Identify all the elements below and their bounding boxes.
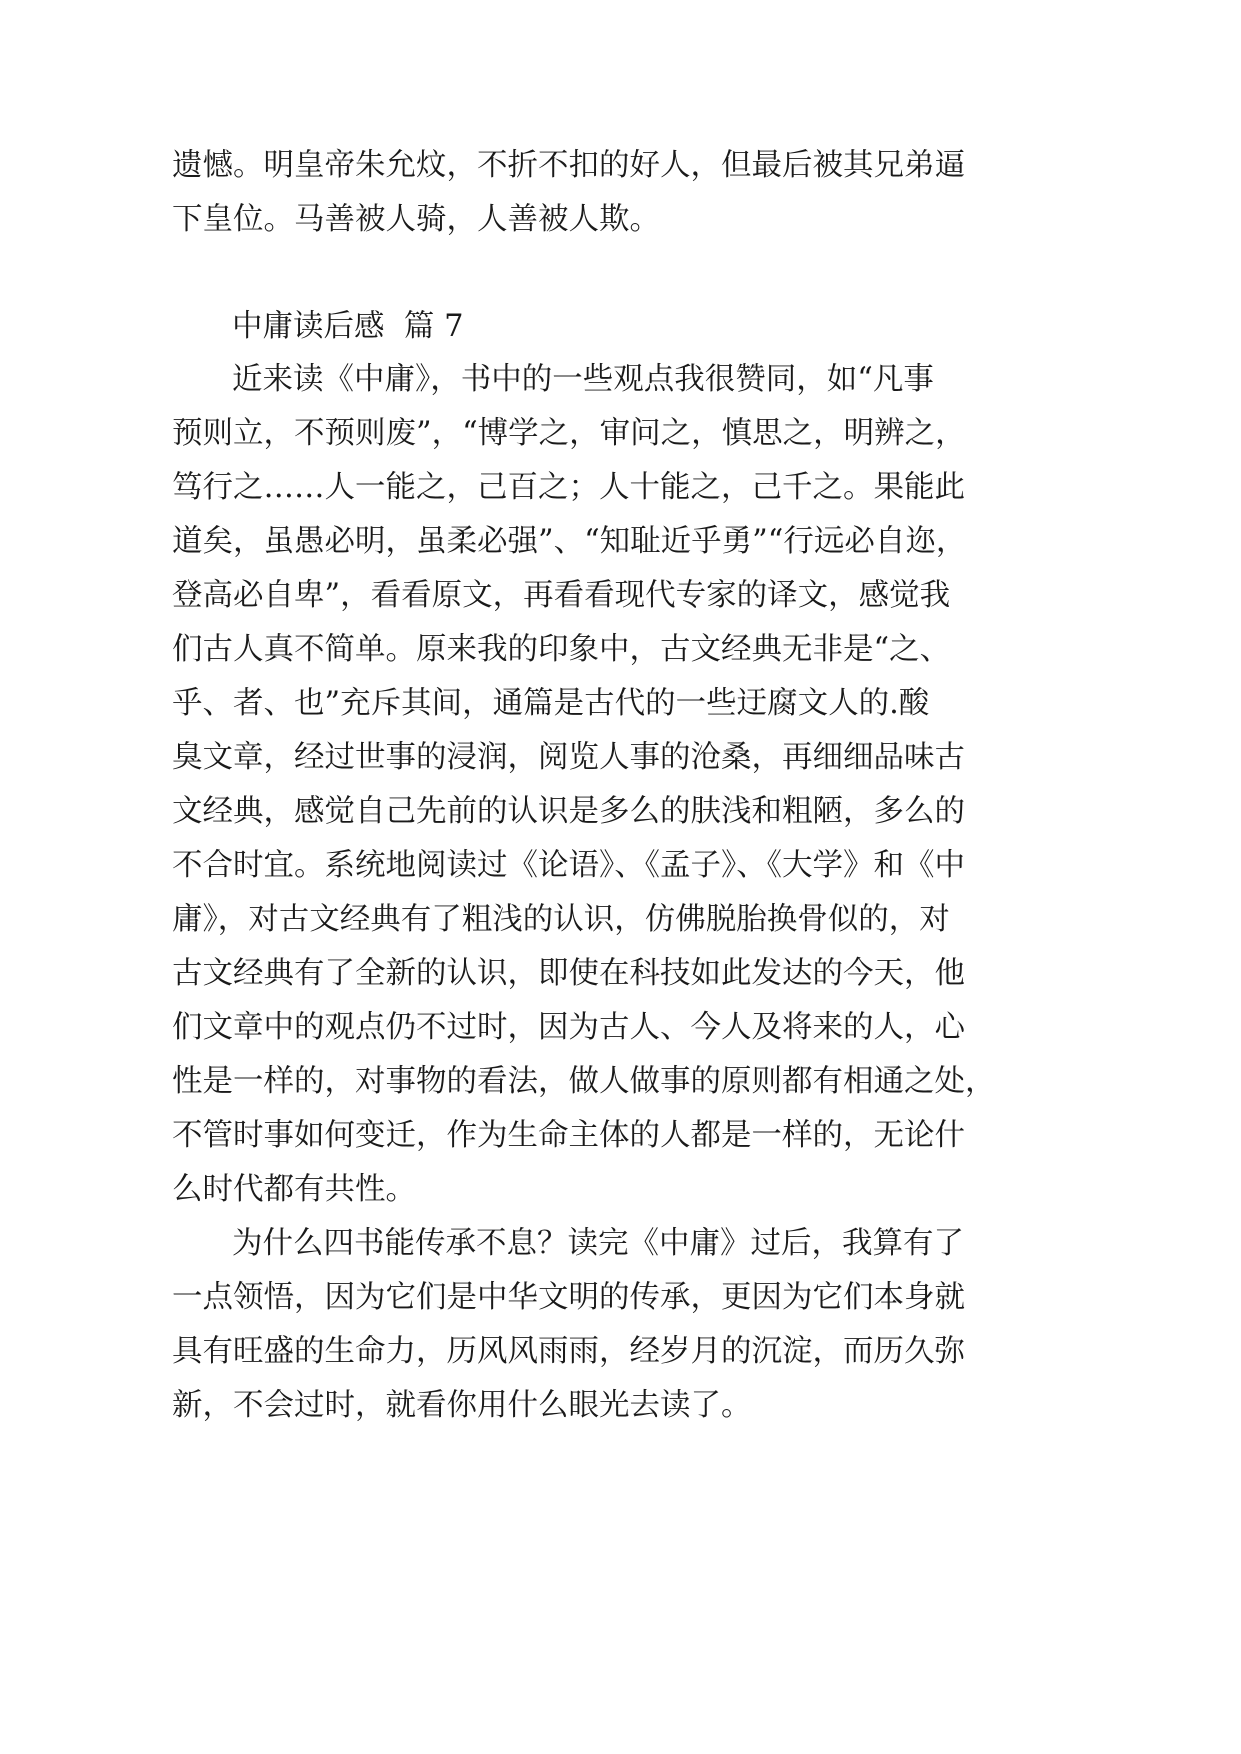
text-line: 文经典，感觉自己先前的认识是多么的肤浅和粗陋，多么的 [172,794,965,829]
text-line: 遗憾。明皇帝朱允炆，不折不扣的好人，但最后被其兄弟逼 [172,148,965,183]
text-line: 们文章中的观点仍不过时，因为古人、今人及将来的人，心 [172,1010,965,1045]
text-line: 新，不会过时，就看你用什么眼光去读了。 [172,1388,752,1423]
text-line: 笃行之……人一能之，己百之；人十能之，己千之。果能此 [172,470,965,505]
text-line: 预则立，不预则废”，“博学之，审问之，慎思之，明辨之， [172,416,966,451]
text-line: 道矣，虽愚必明，虽柔必强”、“知耻近乎勇”“行远必自迩， [172,524,967,559]
text-line: 们古人真不简单。原来我的印象中，古文经典无非是“之、 [172,632,951,667]
text-line: 为什么四书能传承不息？读完《中庸》过后，我算有了 [232,1226,964,1261]
text-line: 么时代都有共性。 [172,1172,416,1207]
text-line: 乎、者、也”充斥其间，通篇是古代的一些迂腐文人的.酸 [172,686,930,721]
text-line: 臭文章，经过世事的浸润，阅览人事的沧桑，再细细品味古 [172,740,965,775]
text-line: 近来读《中庸》，书中的一些观点我很赞同，如“凡事 [232,362,934,397]
text-line: 具有旺盛的生命力，历风风雨雨，经岁月的沉淀，而历久弥 [172,1334,965,1369]
text-line: 庸》，对古文经典有了粗浅的认识，仿佛脱胎换骨似的，对 [172,902,950,937]
text-line: 一点领悟，因为它们是中华文明的传承，更因为它们本身就 [172,1280,965,1315]
text-line: 下皇位。马善被人骑，人善被人欺。 [172,202,660,237]
text-line: 性是一样的，对事物的看法，做人做事的原则都有相通之处， [172,1064,996,1099]
text-line: 登高必自卑”，看看原文，再看看现代专家的译文，感觉我 [172,578,951,613]
text-line: 不管时事如何变迁，作为生命主体的人都是一样的，无论什 [172,1118,965,1153]
text-line: 古文经典有了全新的认识，即使在科技如此发达的今天，他 [172,956,965,991]
text-line: 不合时宜。系统地阅读过《论语》、《孟子》、《大学》和《中 [172,848,965,883]
section-heading: 中庸读后感 篇 7 [232,309,464,344]
